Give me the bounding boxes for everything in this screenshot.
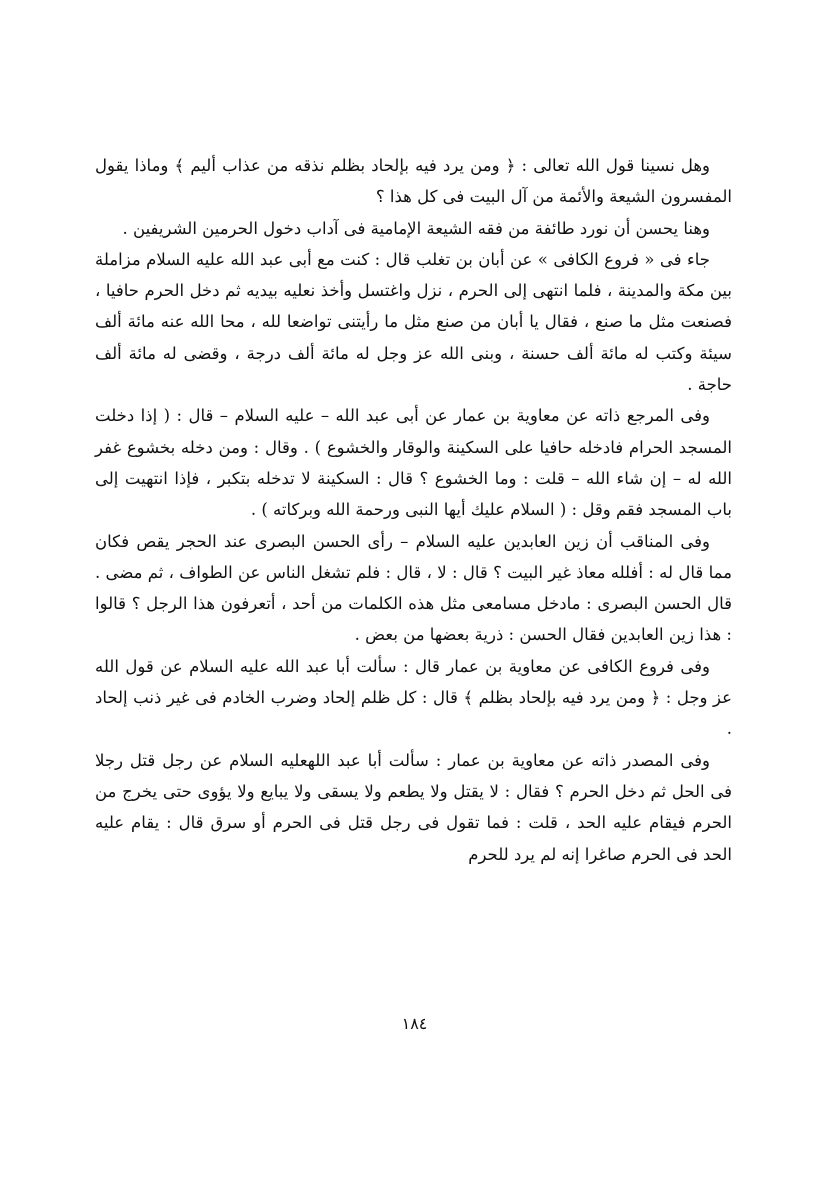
- paragraph-1: وهل نسينا قول الله تعالى : ﴿ ومن يرد فيه بإلحاد بظلم نذقه من عذاب أليم ﴾ وماذا يقول المفسرون الشيعة والأئمة من آل البيت فى كل هذا ؟: [95, 156, 732, 207]
- paragraph-4: وفى المرجع ذاته عن معاوية بن عمار عن أبى عبد الله – عليه السلام – قال : ( إذا دخلت المسجد الحرام فادخله حافيا على السكينة والوقار والخشوع ) . وقال : ومن دخله بخشوع غفر الله له – إن شاء الله – قلت : وما الخشوع ؟ قال : السكينة لا تدخله بتكبر ، فإذا انتهيت إلى باب المسجد فقم وقل : ( السلام عليك أيها النبى ورحمة الله وبركاته ) .: [95, 406, 732, 520]
- page-body: [95, 150, 732, 870]
- paragraph-7: وفى المصدر ذاته عن معاوية بن عمار : سألت أبا عبد اللهعليه السلام عن رجل قتل رجلا فى الحل ثم دخل الحرم ؟ فقال : لا يقتل ولا يطعم ولا يسقى ولا يبايع ولا يؤوى حتى يخرج من الحرم فيقام عليه الحد ، قلت : فما تقول فى رجل قتل فى الحرم أو سرق قال : يقام عليه الحد فى الحرم صاغرا إنه لم يرد للحرم: [95, 750, 732, 864]
- page-number: ١٨٤: [401, 1014, 428, 1033]
- paragraph-3: جاء فى « فروع الكافى » عن أبان بن تغلب قال : كنت مع أبى عبد الله عليه السلام مزاملة بين مكة والمدينة ، فلما انتهى إلى الحرم ، نزل واغتسل وأخذ نعليه بيديه ثم دخل الحرم حافيا ، فصنعت مثل ما صنع ، فقال يا أبان من صنع مثل ما رأيتنى تواضعا لله ، محا الله عنه مائة ألف سيئة وكتب له مائة ألف حسنة ، وبنى الله عز وجل له مائة ألف درجة ، وقضى له مائة ألف حاجة .: [95, 249, 732, 395]
- paragraph-6: وفى فروع الكافى عن معاوية بن عمار قال : سألت أبا عبد الله عليه السلام عن قول الله عز وجل : ﴿ ومن يرد فيه بإلحاد بظلم ﴾ قال : كل ظلم إلحاد وضرب الخادم فى غير ذنب إلحاد .: [95, 656, 732, 739]
- paragraph-2: وهنا يحسن أن نورد طائفة من فقه الشيعة الإمامية فى آداب دخول الحرمين الشريفين .: [122, 218, 710, 238]
- paragraph-5: وفى المناقب أن زين العابدين عليه السلام – رأى الحسن البصرى عند الحجر يقص فكان مما قال له : أفلله معاذ غير البيت ؟ قال : لا ، قال : فلم تشغل الناس عن الطواف ، ثم مضى . قال الحسن البصرى : مادخل مسامعى مثل هذه الكلمات من أحد ، أتعرفون هذا الرجل ؟ قالوا : هذا زين العابدين فقال الحسن : ذرية بعضها من بعض .: [95, 531, 732, 645]
